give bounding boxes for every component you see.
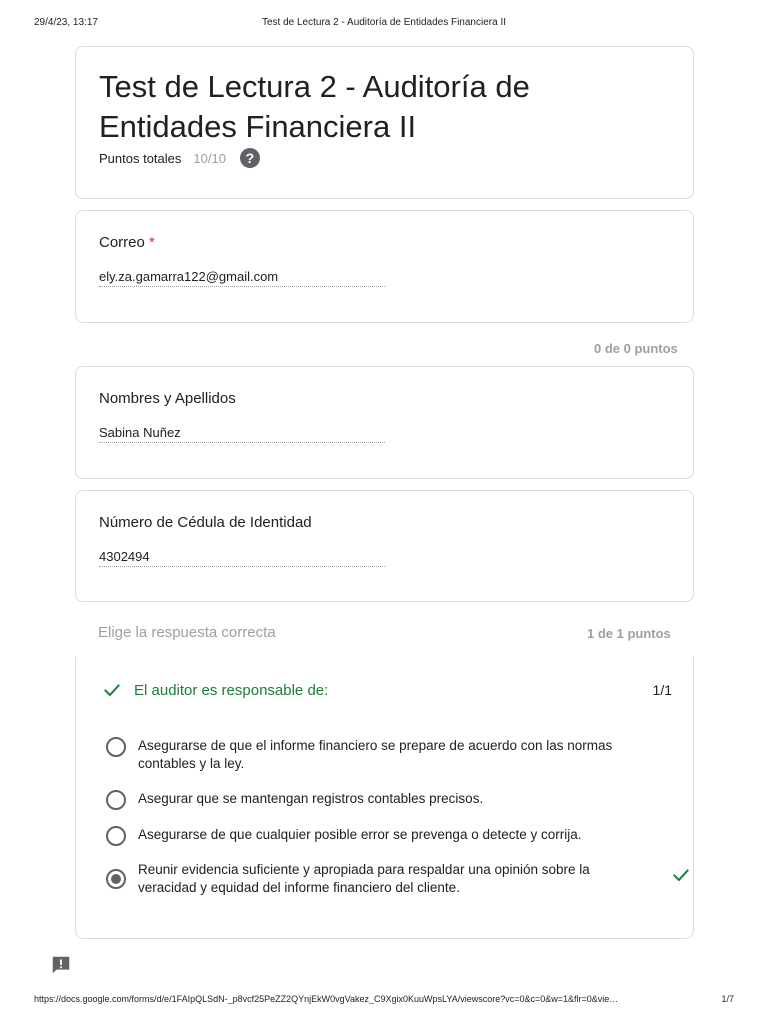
total-points-value: 10/10 bbox=[193, 150, 226, 166]
print-url: https://docs.google.com/forms/d/e/1FAIpQLSdN-_p8vcf25PeZZ2QYnjEkW0vgVakez_C9Xgix0KuuWpsLYA/viewscore?vc=0&c=0&w=1&flr=0&vie… bbox=[34, 994, 619, 1004]
print-footer bbox=[0, 994, 768, 1008]
total-points bbox=[99, 147, 260, 169]
name-label: Nombres y Apellidos bbox=[99, 390, 236, 407]
print-page-number: 1/7 bbox=[721, 994, 734, 1004]
required-asterisk: * bbox=[149, 234, 155, 251]
print-header bbox=[0, 17, 768, 31]
section-points: 1 de 1 puntos bbox=[587, 626, 671, 641]
feedback-icon[interactable] bbox=[50, 954, 72, 976]
help-icon[interactable]: ? bbox=[240, 148, 260, 168]
id-label: Número de Cédula de Identidad bbox=[99, 514, 312, 531]
question-card bbox=[75, 657, 694, 939]
form-header-card bbox=[75, 46, 694, 199]
email-label bbox=[99, 234, 155, 251]
id-question-card bbox=[75, 490, 694, 602]
radio-button[interactable] bbox=[106, 790, 126, 810]
radio-button[interactable] bbox=[106, 826, 126, 846]
section-title: Elige la respuesta correcta bbox=[98, 624, 276, 641]
print-title: Test de Lectura 2 - Auditoría de Entidades Financiera II bbox=[261, 17, 507, 28]
email-answer: ely.za.gamarra122@gmail.com bbox=[99, 269, 385, 287]
email-question-card bbox=[75, 210, 694, 323]
id-answer: 4302494 bbox=[99, 549, 385, 567]
form-title: Test de Lectura 2 - Auditoría de Entidades Financiera II bbox=[99, 69, 530, 144]
option-text: Asegurar que se mantengan registros contables precisos. bbox=[138, 791, 484, 806]
question-text: El auditor es responsable de: bbox=[134, 681, 329, 699]
name-answer: Sabina Nuñez bbox=[99, 425, 385, 443]
print-date: 29/4/23, 13:17 bbox=[34, 17, 98, 28]
option-3[interactable] bbox=[106, 826, 646, 846]
option-text: Asegurarse de que el informe financiero se prepare de acuerdo con las normas contables y la ley. bbox=[138, 738, 613, 771]
question-header bbox=[102, 680, 672, 700]
option-2[interactable] bbox=[106, 790, 646, 810]
option-4[interactable] bbox=[106, 861, 646, 897]
question-score: 1/1 bbox=[652, 682, 672, 698]
option-text: Reunir evidencia suficiente y apropiada para respaldar una opinión sobre la veracidad y equidad del informe financiero del cliente. bbox=[138, 862, 590, 895]
option-1[interactable] bbox=[106, 737, 646, 773]
email-label-text: Correo bbox=[99, 234, 145, 251]
check-icon bbox=[102, 680, 122, 700]
radio-button[interactable] bbox=[106, 737, 126, 757]
name-question-card bbox=[75, 366, 694, 479]
radio-button-selected[interactable] bbox=[106, 869, 126, 889]
option-text: Asegurarse de que cualquier posible error se prevenga o detecte y corrija. bbox=[138, 827, 582, 842]
email-points: 0 de 0 puntos bbox=[594, 341, 678, 356]
total-points-label: Puntos totales bbox=[99, 150, 182, 166]
correct-check-icon bbox=[671, 865, 691, 885]
